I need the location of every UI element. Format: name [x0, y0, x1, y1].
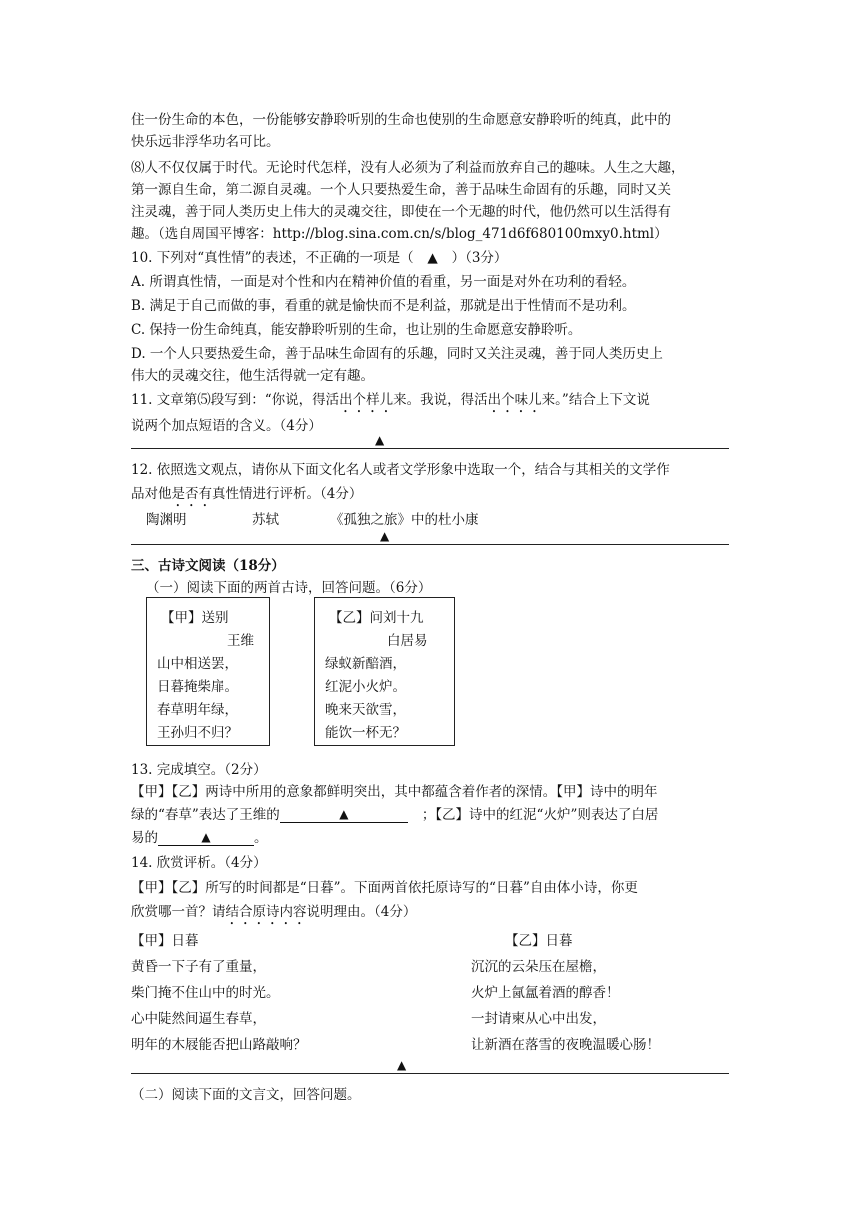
q14-answer-line [131, 1073, 729, 1074]
q11-text-c: 来。我说，得活 [393, 392, 488, 408]
section-title: 三、古诗文阅读（18分） [131, 558, 285, 574]
q12-text-a: 品对他 [131, 486, 172, 502]
q12-option-3: 《孤独之旅》中的杜小康 [330, 512, 479, 528]
passage-p1-line1: 住一份生命的本色，一份能够安静聆听别的生命也使别的生命愿意安静聆听的纯真，此中的 [131, 112, 671, 128]
q11-answer-line [131, 448, 729, 449]
poem-jia-line-2: 日暮掩柴扉。 [157, 679, 238, 695]
q11-text-a: 11. 文章第⑸段写到：“你说，得活 [131, 392, 340, 408]
free-poem-jia-line-4: 明年的木屐能否把山路敲响？ [131, 1037, 307, 1053]
free-poem-yi-line-3: 一封请柬从心中出发， [471, 1011, 606, 1027]
poem-yi-author: 白居易 [387, 633, 428, 649]
poem-yi-line-1: 绿蚁新醅酒， [325, 656, 406, 672]
q11-dotted-phrase-1: 出个样儿 [339, 392, 394, 408]
free-poem-yi-line-4: 让新酒在落雪的夜晚温暖心肠！ [471, 1037, 660, 1053]
q11-line2: 说两个加点短语的含义。（4分） [131, 418, 322, 434]
passage-p2-line4: 趣。（选自周国平博客：http://blog.sina.com.cn/s/blog_471d6f680100mxy0.html） [131, 226, 668, 242]
q13-blank-2 [158, 829, 254, 846]
q14-text-a: 欣赏哪一首？请 [131, 904, 226, 920]
q12-line1: 12. 依照选文观点，请你从下面文化名人或者文学形象中选取一个，结合与其相关的文学作 [131, 462, 670, 478]
q12-answer-mark: ▲ [380, 529, 390, 543]
poem-yi-line-4: 能饮一杯无？ [325, 725, 406, 741]
poem-jia-line-4: 王孙归不归？ [157, 725, 238, 741]
section-sub-2: （二）阅读下面的文言文，回答问题。 [131, 1087, 361, 1103]
q13-blank-1-mark: ▲ [339, 807, 349, 821]
q10-answer-mark: ▲ [427, 250, 438, 266]
free-poem-jia-title: 【甲】日暮 [131, 933, 199, 949]
q10-points: ）（3分） [451, 250, 508, 266]
q10-option-a: A. 所谓真性情，一面是对个性和内在精神价值的看重，另一面是对外在功利的看轻。 [131, 274, 636, 290]
poem-jia-title: 【甲】送别 [161, 610, 229, 626]
q12-line2 [131, 482, 362, 510]
q14-line1: 14. 欣赏评析。（4分） [131, 855, 267, 871]
q12-answer-line [131, 544, 729, 545]
free-poem-jia-line-3: 心中陡然间逼生春草， [131, 1011, 266, 1027]
poem-jia-author: 王维 [227, 633, 254, 649]
poem-yi-title: 【乙】问刘十九 [329, 610, 424, 626]
q11-answer-mark: ▲ [375, 433, 385, 447]
q10-stem-text: 10. 下列对“真性情”的表述，不正确的一项是（ [131, 250, 414, 266]
q13-text-a: 绿的“春草”表达了王维的 [131, 807, 280, 823]
q13-text-d: 易的 [131, 830, 158, 846]
q13-line2: 【甲】【乙】两诗中所用的意象都鲜明突出，其中都蕴含着作者的深情。【甲】诗中的明年 [131, 784, 658, 800]
poem-yi-line-2: 红泥小火炉。 [325, 679, 406, 695]
free-poem-yi-line-1: 沉沉的云朵压在屋檐， [471, 959, 606, 975]
q13-text-b: ；【乙】诗中的红泥“火炉”则表达了白居 [421, 807, 659, 823]
q11-dotted-phrase-2: 出个味儿 [487, 392, 542, 408]
poem-jia-line-1: 山中相送罢， [157, 656, 238, 672]
q11-line1 [131, 388, 650, 416]
q10-option-c: C. 保持一份生命纯真，能安静聆听别的生命，也让别的生命愿意安静聆听。 [131, 322, 582, 338]
q10-option-b: B. 满足于自己而做的事，看重的就是愉快而不是利益，那就是出于性情而不是功利。 [131, 298, 636, 314]
poem-yi-box [314, 597, 455, 746]
q14-text-c: 说明理由。（4分） [306, 904, 417, 920]
q12-text-c: 真性情进行评析。（4分） [212, 486, 363, 502]
q10-option-d-line1: D. 一个人只要热爱生命，善于品味生命固有的乐趣，同时又关注灵魂，善于同人类历史上 [131, 346, 663, 362]
free-poem-jia-line-2: 柴门掩不住山中的时光。 [131, 985, 280, 1001]
q13-blank-1 [280, 806, 408, 823]
passage-p2-line2: 第一源自生命，第二源自灵魂。一个人只要热爱生命，善于品味生命固有的乐趣，同时又关 [131, 182, 671, 198]
q13-text-e: 。 [254, 830, 268, 846]
section-sub-1: （一）阅读下面的两首古诗，回答问题。（6分） [146, 580, 432, 596]
free-poem-yi-line-2: 火炉上氤氲着酒的醇香！ [471, 985, 620, 1001]
poem-yi-line-3: 晚来天欲雪， [325, 702, 406, 718]
poem-jia-box [146, 597, 270, 746]
q10-stem [131, 246, 507, 266]
q12-option-2: 苏轼 [252, 512, 279, 528]
poem-jia-line-3: 春草明年绿， [157, 702, 238, 718]
q13-blank-2-mark: ▲ [201, 830, 211, 844]
q14-answer-mark: ▲ [397, 1058, 407, 1072]
q12-dotted-phrase: 是否有 [171, 486, 212, 502]
q13-line4 [131, 826, 268, 846]
q13-line1: 13. 完成填空。（2分） [131, 762, 267, 778]
q13-line3 [131, 803, 658, 823]
q11-text-e: 来。”结合上下文说 [541, 392, 650, 408]
passage-p2-line1: ⑻人不仅仅属于时代。无论时代怎样，没有人必须为了利益而放弃自己的趣味。人生之大趣， [131, 160, 685, 176]
q14-line3 [131, 900, 416, 928]
free-poem-yi-title: 【乙】日暮 [505, 933, 573, 949]
passage-p2-line3: 注灵魂，善于同人类历史上伟大的灵魂交往，即使在一个无趣的时代，他仍然可以生活得有 [131, 204, 671, 220]
q12-option-1: 陶渊明 [146, 512, 187, 528]
free-poem-jia-line-1: 黄昏一下子有了重量， [131, 959, 266, 975]
q14-dotted-phrase: 结合原诗内容 [225, 904, 307, 920]
q10-option-d-line2: 伟大的灵魂交往，他生活得就一定有趣。 [131, 368, 374, 384]
passage-p1-line2: 快乐远非浮华功名可比。 [131, 134, 280, 150]
q14-line2: 【甲】【乙】所写的时间都是“日暮”。下面两首依托原诗写的“日暮”自由体小诗，你更 [131, 880, 638, 896]
